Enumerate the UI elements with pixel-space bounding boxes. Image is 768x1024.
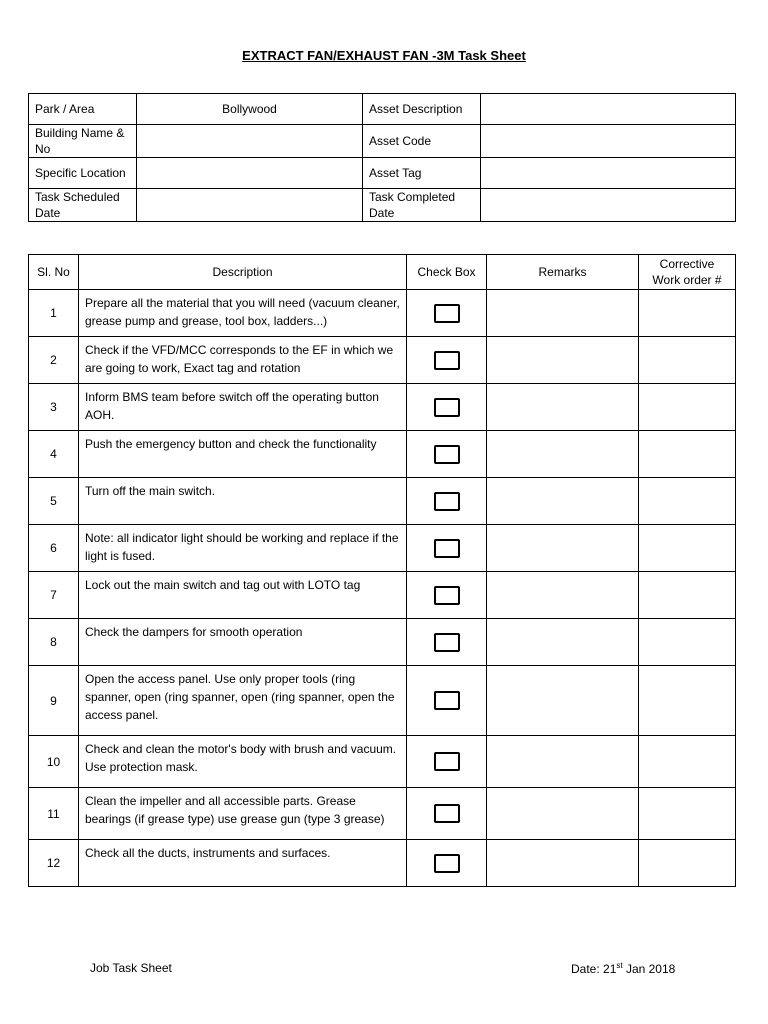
work-order-field[interactable]: [639, 337, 736, 384]
column-header-description: Description: [79, 255, 407, 290]
check-box-cell: [407, 840, 487, 887]
task-scheduled-date-label: Task Scheduled Date: [29, 189, 137, 222]
asset-tag-label: Asset Tag: [363, 158, 481, 189]
remarks-field[interactable]: [487, 666, 639, 736]
table-row: [29, 788, 736, 840]
work-order-field[interactable]: [639, 840, 736, 887]
task-description: Check and clean the motor's body with brush and vacuum. Use protection mask.: [79, 736, 407, 788]
task-completed-date-label: Task Completed Date: [363, 189, 481, 222]
table-row: [29, 840, 736, 887]
remarks-field[interactable]: [487, 290, 639, 337]
asset-tag-field[interactable]: [481, 158, 736, 189]
check-box-cell: [407, 666, 487, 736]
remarks-field[interactable]: [487, 788, 639, 840]
row-number: 12: [29, 840, 79, 887]
row-number: 10: [29, 736, 79, 788]
table-row: [29, 431, 736, 478]
info-row: [29, 125, 736, 158]
task-checklist-table: [28, 254, 736, 887]
check-box-cell: [407, 478, 487, 525]
asset-code-label: Asset Code: [363, 125, 481, 158]
park-area-label: Park / Area: [29, 94, 137, 125]
row-number: 7: [29, 572, 79, 619]
work-order-field[interactable]: [639, 525, 736, 572]
page-title: EXTRACT FAN/EXHAUST FAN -3M Task Sheet: [242, 48, 526, 63]
specific-location-field[interactable]: [137, 158, 363, 189]
row-number: 1: [29, 290, 79, 337]
work-order-field[interactable]: [639, 290, 736, 337]
task-description: Clean the impeller and all accessible parts. Grease bearings (if grease type) use grease gun (type 3 grease): [79, 788, 407, 840]
table-row: [29, 572, 736, 619]
info-row: [29, 158, 736, 189]
table-row: [29, 525, 736, 572]
remarks-field[interactable]: [487, 736, 639, 788]
task-description: Open the access panel. Use only proper tools (ring spanner, open (ring spanner, open (ring spanner, open the access panel.: [79, 666, 407, 736]
row-number: 5: [29, 478, 79, 525]
task-checkbox[interactable]: [434, 304, 460, 323]
task-checkbox[interactable]: [434, 492, 460, 511]
task-completed-date-field[interactable]: [481, 189, 736, 222]
row-number: 6: [29, 525, 79, 572]
check-box-cell: [407, 384, 487, 431]
work-order-field[interactable]: [639, 431, 736, 478]
work-order-field[interactable]: [639, 788, 736, 840]
asset-description-field[interactable]: [481, 94, 736, 125]
task-description: Check if the VFD/MCC corresponds to the EF in which we are going to work, Exact tag and rotation: [79, 337, 407, 384]
row-number: 9: [29, 666, 79, 736]
footer-date: [571, 961, 675, 976]
remarks-field[interactable]: [487, 384, 639, 431]
table-header-row: [29, 255, 736, 290]
task-checkbox[interactable]: [434, 804, 460, 823]
check-box-cell: [407, 431, 487, 478]
footer-date-superscript: st: [616, 961, 623, 970]
footer-doc-label: Job Task Sheet: [90, 961, 172, 975]
building-name-field[interactable]: [137, 125, 363, 158]
table-row: [29, 290, 736, 337]
task-checkbox[interactable]: [434, 586, 460, 605]
remarks-field[interactable]: [487, 572, 639, 619]
check-box-cell: [407, 337, 487, 384]
remarks-field[interactable]: [487, 840, 639, 887]
work-order-field[interactable]: [639, 666, 736, 736]
task-checkbox[interactable]: [434, 633, 460, 652]
specific-location-label: Specific Location: [29, 158, 137, 189]
column-header-sl-no: Sl. No: [29, 255, 79, 290]
check-box-cell: [407, 290, 487, 337]
task-checkbox[interactable]: [434, 351, 460, 370]
remarks-field[interactable]: [487, 337, 639, 384]
remarks-field[interactable]: [487, 525, 639, 572]
task-checkbox[interactable]: [434, 691, 460, 710]
task-scheduled-date-field[interactable]: [137, 189, 363, 222]
info-row: [29, 189, 736, 222]
table-row: [29, 666, 736, 736]
work-order-field[interactable]: [639, 736, 736, 788]
task-description: Lock out the main switch and tag out with LOTO tag: [79, 572, 407, 619]
work-order-field[interactable]: [639, 384, 736, 431]
task-description: Check the dampers for smooth operation: [79, 619, 407, 666]
table-row: [29, 478, 736, 525]
park-area-field[interactable]: Bollywood: [137, 94, 363, 125]
task-description: Turn off the main switch.: [79, 478, 407, 525]
row-number: 3: [29, 384, 79, 431]
check-box-cell: [407, 788, 487, 840]
check-box-cell: [407, 619, 487, 666]
table-row: [29, 619, 736, 666]
task-description: Push the emergency button and check the functionality: [79, 431, 407, 478]
asset-info-table: [28, 93, 736, 222]
table-row: [29, 736, 736, 788]
task-description: Note: all indicator light should be working and replace if the light is fused.: [79, 525, 407, 572]
task-checkbox[interactable]: [434, 398, 460, 417]
task-checkbox[interactable]: [434, 854, 460, 873]
column-header-check-box: Check Box: [407, 255, 487, 290]
footer-date-prefix: Date: 21: [571, 962, 617, 976]
table-row: [29, 337, 736, 384]
task-description: Check all the ducts, instruments and surfaces.: [79, 840, 407, 887]
column-header-remarks: Remarks: [487, 255, 639, 290]
task-checkbox[interactable]: [434, 752, 460, 771]
work-order-field[interactable]: [639, 619, 736, 666]
building-name-label: Building Name & No: [29, 125, 137, 158]
work-order-field[interactable]: [639, 478, 736, 525]
task-description: Prepare all the material that you will need (vacuum cleaner, grease pump and grease, tool box, ladders...): [79, 290, 407, 337]
row-number: 2: [29, 337, 79, 384]
task-checkbox[interactable]: [434, 445, 460, 464]
row-number: 11: [29, 788, 79, 840]
remarks-field[interactable]: [487, 431, 639, 478]
check-box-cell: [407, 525, 487, 572]
check-box-cell: [407, 572, 487, 619]
row-number: 8: [29, 619, 79, 666]
footer-date-suffix: Jan 2018: [622, 962, 676, 976]
asset-code-field[interactable]: [481, 125, 736, 158]
remarks-field[interactable]: [487, 619, 639, 666]
check-box-cell: [407, 736, 487, 788]
work-order-field[interactable]: [639, 572, 736, 619]
row-number: 4: [29, 431, 79, 478]
remarks-field[interactable]: [487, 478, 639, 525]
table-row: [29, 384, 736, 431]
task-checkbox[interactable]: [434, 539, 460, 558]
task-description: Inform BMS team before switch off the operating button AOH.: [79, 384, 407, 431]
column-header-work-order: Corrective Work order #: [639, 255, 736, 290]
info-row: [29, 94, 736, 125]
asset-description-label: Asset Description: [363, 94, 481, 125]
